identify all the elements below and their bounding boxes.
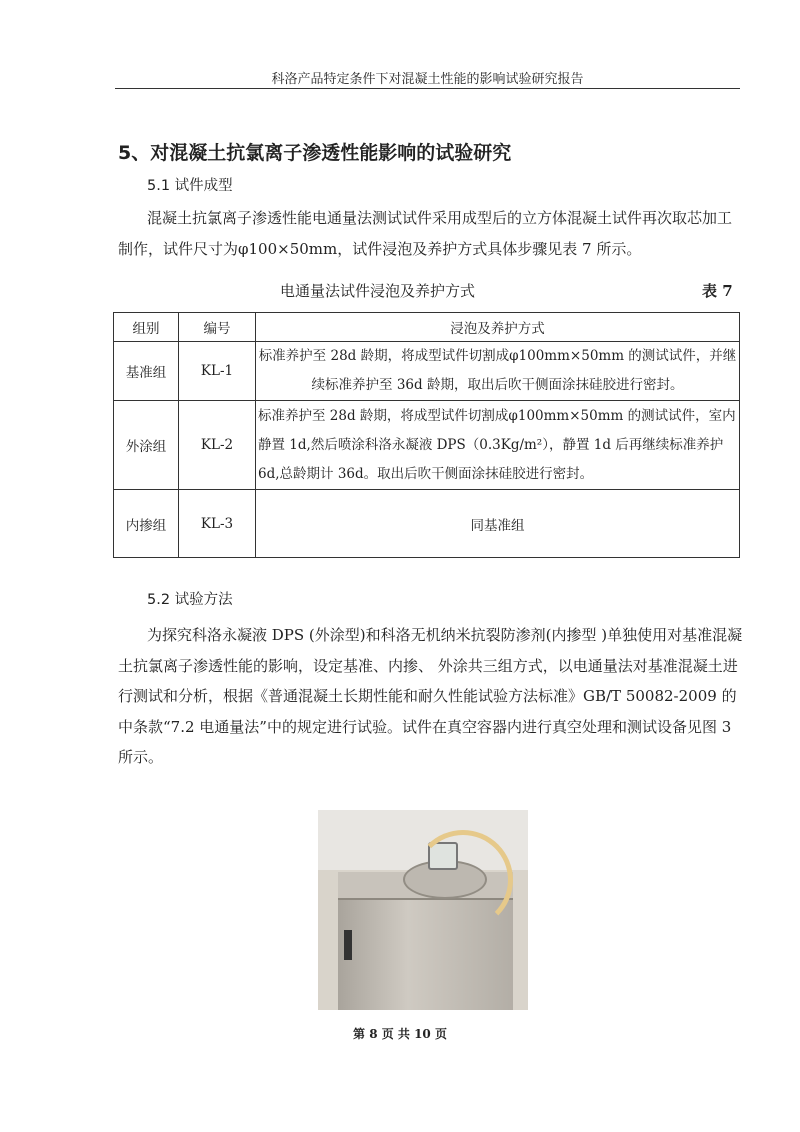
table-row	[114, 490, 740, 558]
paragraph-5-1: 混凝土抗氯离子渗透性能电通量法测试试件采用成型后的立方体混凝土试件再次取芯加工制作，试件尺寸为φ100×50mm，试件浸泡及养护方式具体步骤见表 7 所示。	[118, 209, 733, 258]
subsection-heading-5-2: 5.2 试验方法	[147, 592, 233, 608]
section-heading: 5、对混凝土抗氯离子渗透性能影响的试验研究	[118, 142, 512, 164]
header-divider	[115, 88, 740, 89]
method-cell: 同基准组	[256, 490, 740, 558]
code-cell: KL-1	[179, 342, 256, 401]
curing-method-table	[113, 312, 740, 558]
table-row	[114, 342, 740, 401]
subsection-heading-5-1: 5.1 试件成型	[147, 178, 233, 194]
header-cell: 浸泡及养护方式	[256, 313, 740, 342]
table-header-row	[114, 313, 740, 342]
table-number: 表 7	[702, 282, 733, 300]
code-cell: KL-3	[179, 490, 256, 558]
code-cell: KL-2	[179, 401, 256, 490]
header-cell: 组别	[114, 313, 179, 342]
vacuum-equipment-photo	[318, 810, 528, 1010]
paragraph-5-2: 为探究科洛永凝液 DPS (外涂型)和科洛无机纳米抗裂防渗剂(内掺型 )单独使用对基准混凝土抗氯离子渗透性能的影响，设定基准、内掺、 外涂共三组方式，以电通量法对基准混凝土进行测试和分析，根据《普通混凝土长期性能和耐久性能试验方法标准》GB/T 50082-2009 的中条款“7.2 电通量法”中的规定进行试验。试件在真空容器内进行真空处理和测试设备见图 3 所示。	[118, 626, 743, 766]
method-cell: 标准养护至 28d 龄期，将成型试件切割成φ100mm×50mm 的测试试件，并继续标准养护至 36d 龄期，取出后吹干侧面涂抹硅胶进行密封。	[256, 342, 740, 401]
header-cell: 编号	[179, 313, 256, 342]
group-cell: 内掺组	[114, 490, 179, 558]
table-row	[114, 401, 740, 490]
group-cell: 基准组	[114, 342, 179, 401]
table-caption: 电通量法试件浸泡及养护方式	[280, 282, 476, 300]
page-number: 第 8 页 共 10 页	[353, 1027, 447, 1041]
group-cell: 外涂组	[114, 401, 179, 490]
running-header: 科洛产品特定条件下对混凝土性能的影响试验研究报告	[271, 72, 584, 87]
method-cell: 标准养护至 28d 龄期，将成型试件切割成φ100mm×50mm 的测试试件，室内静置 1d,然后喷涂科洛永凝液 DPS（0.3Kg/m²），静置 1d 后再继续标准养护 6d,总龄期计 36d。取出后吹干侧面涂抹硅胶进行密封。	[256, 401, 740, 490]
